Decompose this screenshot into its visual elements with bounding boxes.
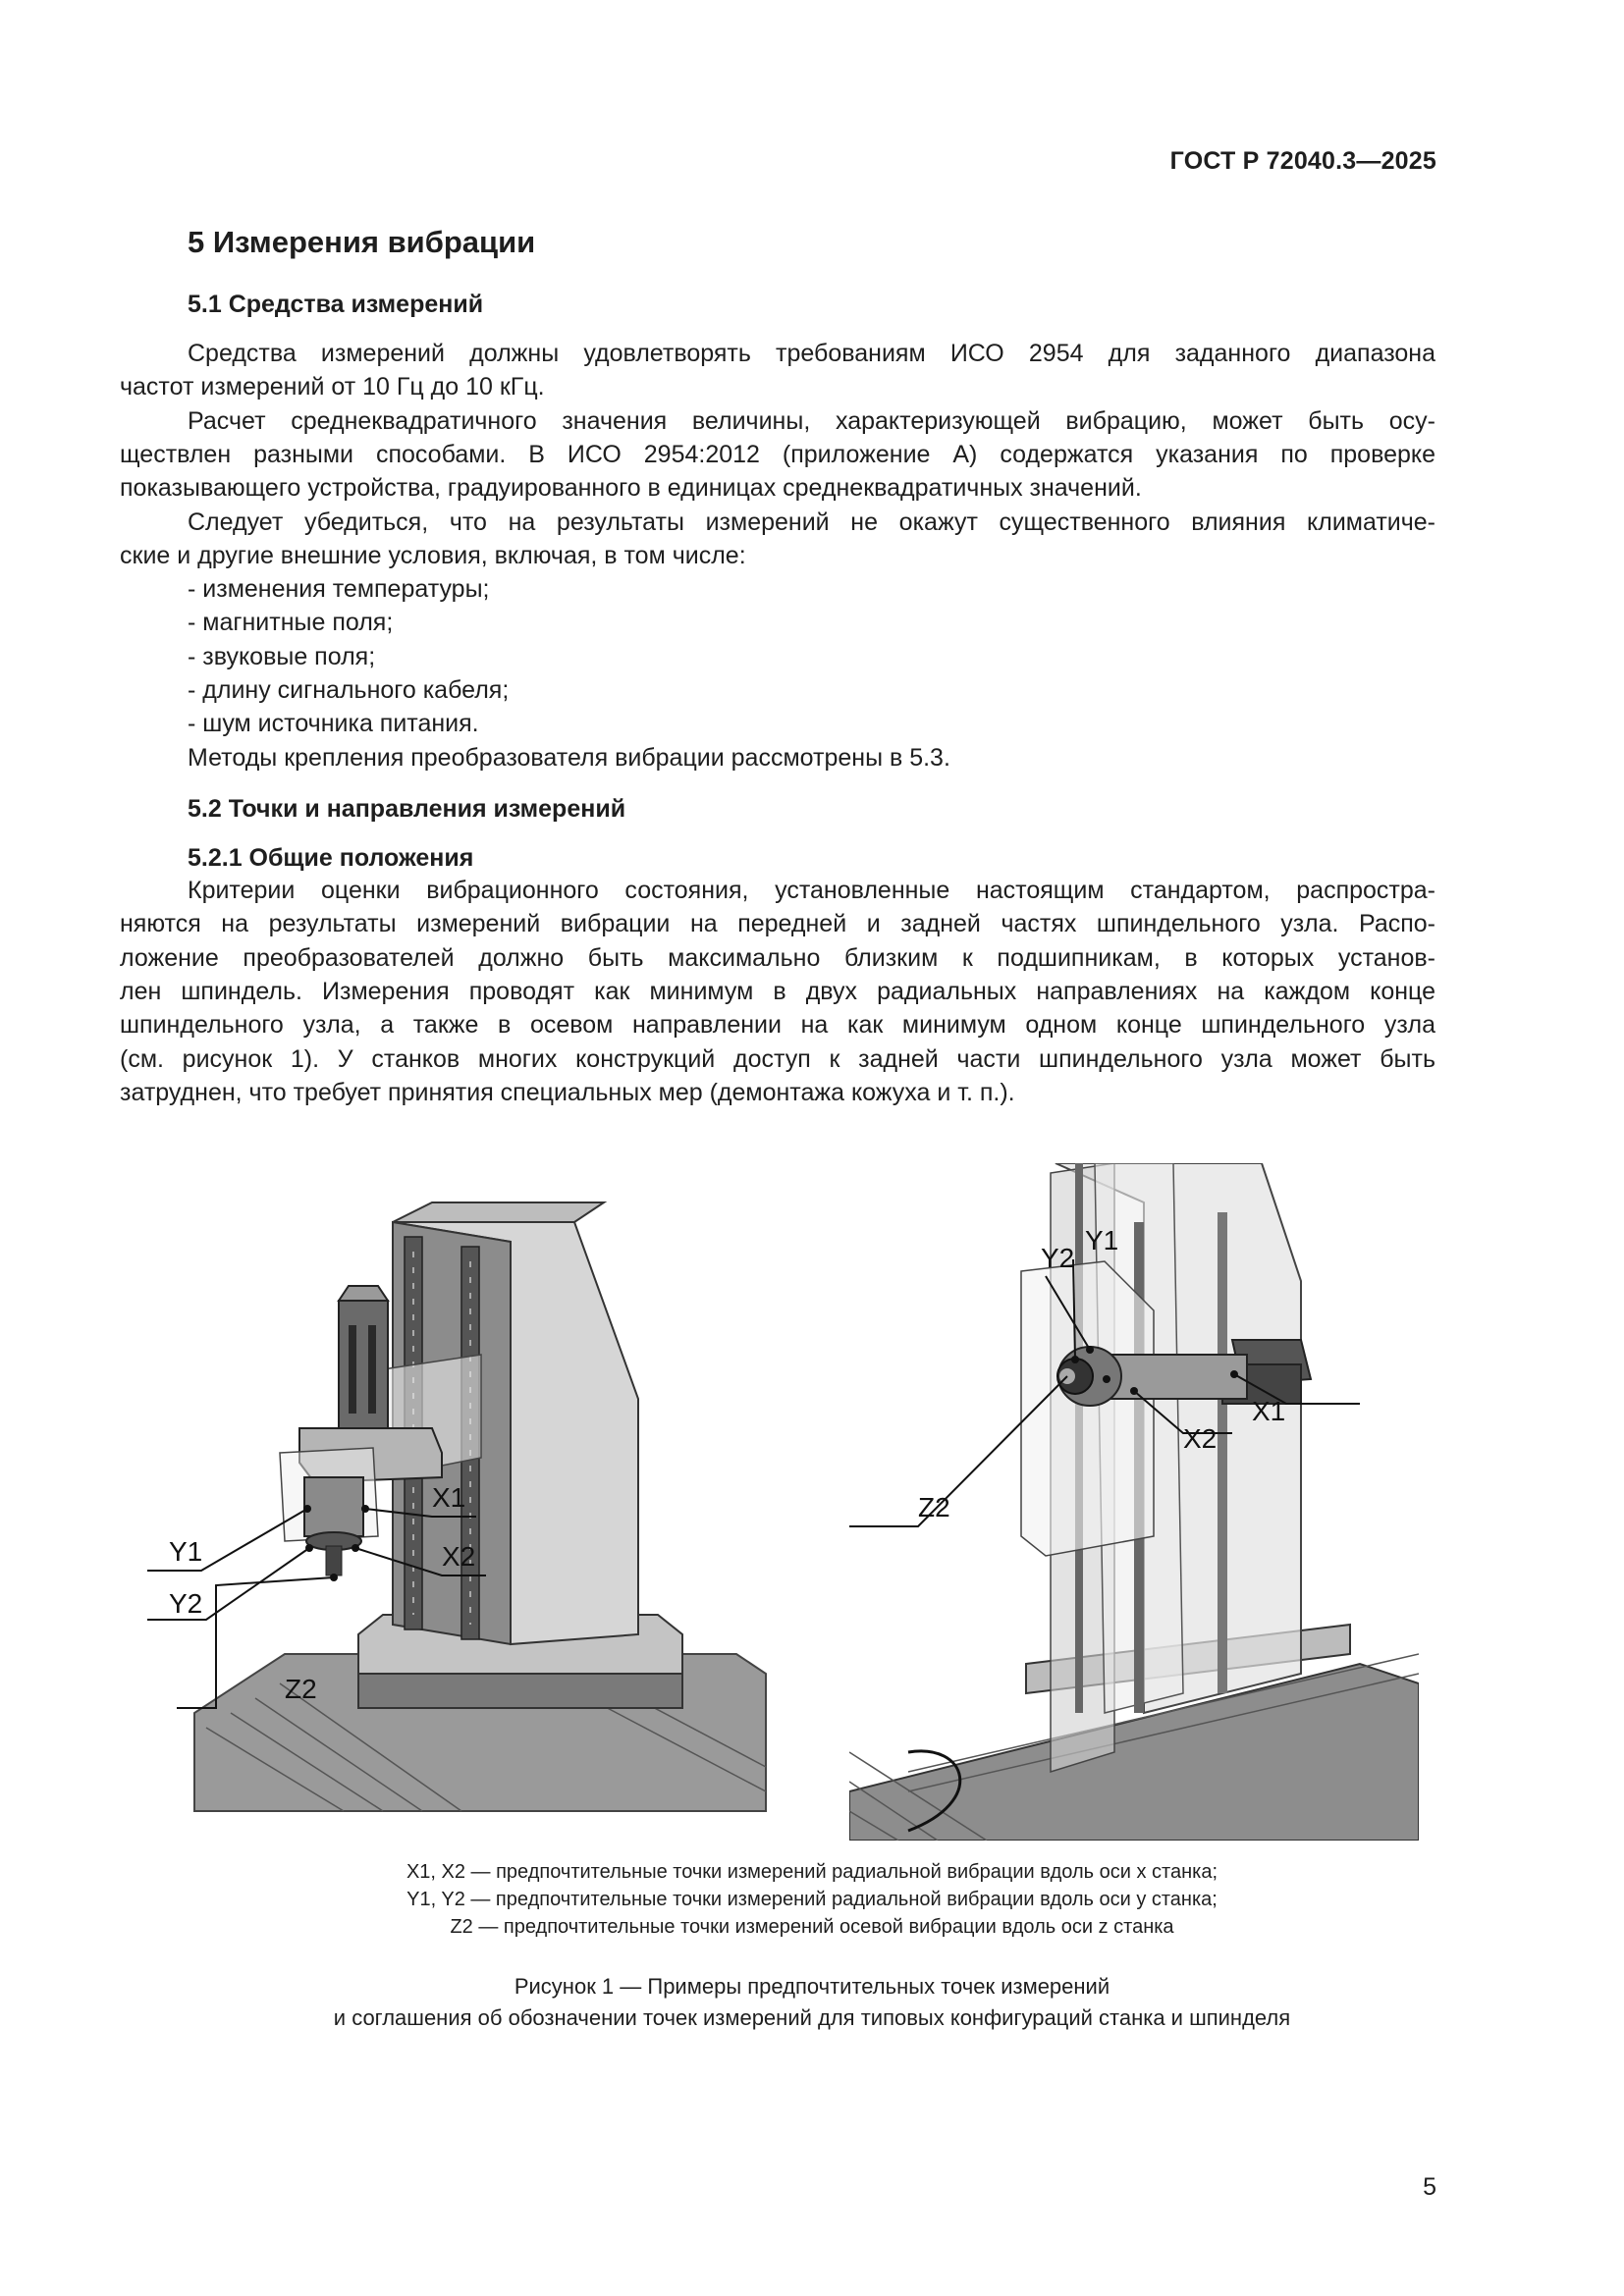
paragraph-line: Методы крепления преобразователя вибрации рассмотрены в 5.3. — [188, 744, 950, 772]
figure-legend-line: Y1, Y2 — предпочтительные точки измерений радиальной вибрации вдоль оси y станка; — [406, 1889, 1218, 1910]
paragraph-line: частот измерений от 10 Гц до 10 кГц. — [120, 373, 545, 400]
paragraph-line: шпиндельного узла, а также в осевом направлении на как минимум одном конце шпиндельного узла — [120, 1011, 1435, 1039]
figure-right-machine — [849, 1163, 1419, 1841]
figure-caption-line: и соглашения об обозначении точек измерений для типовых конфигураций станка и шпинделя — [333, 2005, 1291, 2030]
document-id: ГОСТ Р 72040.3—2025 — [1169, 147, 1436, 175]
page-number: 5 — [1423, 2173, 1436, 2201]
label-y2: Y2 — [169, 1588, 203, 1619]
label-y2: Y2 — [1041, 1243, 1075, 1273]
paragraph-line: показывающего устройства, градуированного в единицах среднеквадратичных значений. — [120, 474, 1142, 502]
paragraph-line: ществлен разными способами. В ИСО 2954:2012 (приложение А) содержатся указания по проверке — [120, 441, 1435, 468]
section-title: 5 Измерения вибрации — [188, 225, 536, 259]
figure-left-machine — [147, 1163, 776, 1841]
list-item: - звуковые поля; — [188, 643, 376, 670]
paragraph-line: лен шпиндель. Измерения проводят как минимум в двух радиальных направлениях на каждом конце — [120, 978, 1435, 1005]
paragraph-line: (см. рисунок 1). У станков многих конструкций доступ к задней части шпиндельного узла может быть — [120, 1045, 1435, 1073]
paragraph-line: Средства измерений должны удовлетворять требованиям ИСО 2954 для заданного диапазона — [188, 340, 1435, 367]
spindle-motor — [339, 1301, 388, 1438]
paragraph-line: няются на результаты измерений вибрации на передней и задней частях шпиндельного узла. Распо- — [120, 910, 1435, 937]
paragraph-line: затруднен, что требует принятия специальных мер (демонтажа кожуха и т. п.). — [120, 1079, 1015, 1106]
label-y1: Y1 — [1085, 1225, 1119, 1255]
paragraph-line: ские и другие внешние условия, включая, в том числе: — [120, 542, 746, 569]
figure-legend-line: Z2 — предпочтительные точки измерений осевой вибрации вдоль оси z станка — [450, 1916, 1174, 1938]
subsection-title-5-1: 5.1 Средства измерений — [188, 291, 484, 318]
label-x2: X2 — [1183, 1423, 1218, 1454]
figure-legend-line: X1, X2 — предпочтительные точки измерений радиальной вибрации вдоль оси x станка; — [406, 1861, 1218, 1883]
paragraph-line: Расчет среднеквадратичного значения величины, характеризующей вибрацию, может быть осу- — [188, 407, 1435, 435]
label-z2: Z2 — [285, 1674, 317, 1704]
list-item: - шум источника питания. — [188, 710, 479, 737]
spindle-housing — [1021, 1261, 1154, 1556]
label-x1: X1 — [432, 1482, 466, 1513]
subsection-title-5-2-1: 5.2.1 Общие положения — [188, 844, 474, 872]
subsection-title-5-2: 5.2 Точки и направления измерений — [188, 795, 626, 823]
paragraph-line: Следует убедиться, что на результаты измерений не окажут существенного влияния климатиче- — [188, 508, 1435, 536]
list-item: - магнитные поля; — [188, 609, 394, 636]
list-item: - изменения температуры; — [188, 575, 490, 603]
list-item: - длину сигнального кабеля; — [188, 676, 510, 704]
label-y1: Y1 — [169, 1536, 203, 1567]
figure-caption-line: Рисунок 1 — Примеры предпочтительных точек измерений — [514, 1974, 1110, 1999]
spindle — [304, 1477, 363, 1536]
paragraph-line: Критерии оценки вибрационного состояния, установленные настоящим стандартом, распростра- — [188, 877, 1435, 904]
label-x1: X1 — [1252, 1396, 1286, 1426]
paragraph-line: ложение преобразователей должно быть максимально близким к подшипникам, в которых установ- — [120, 944, 1435, 972]
label-x2: X2 — [442, 1541, 476, 1572]
label-z2: Z2 — [918, 1492, 950, 1522]
